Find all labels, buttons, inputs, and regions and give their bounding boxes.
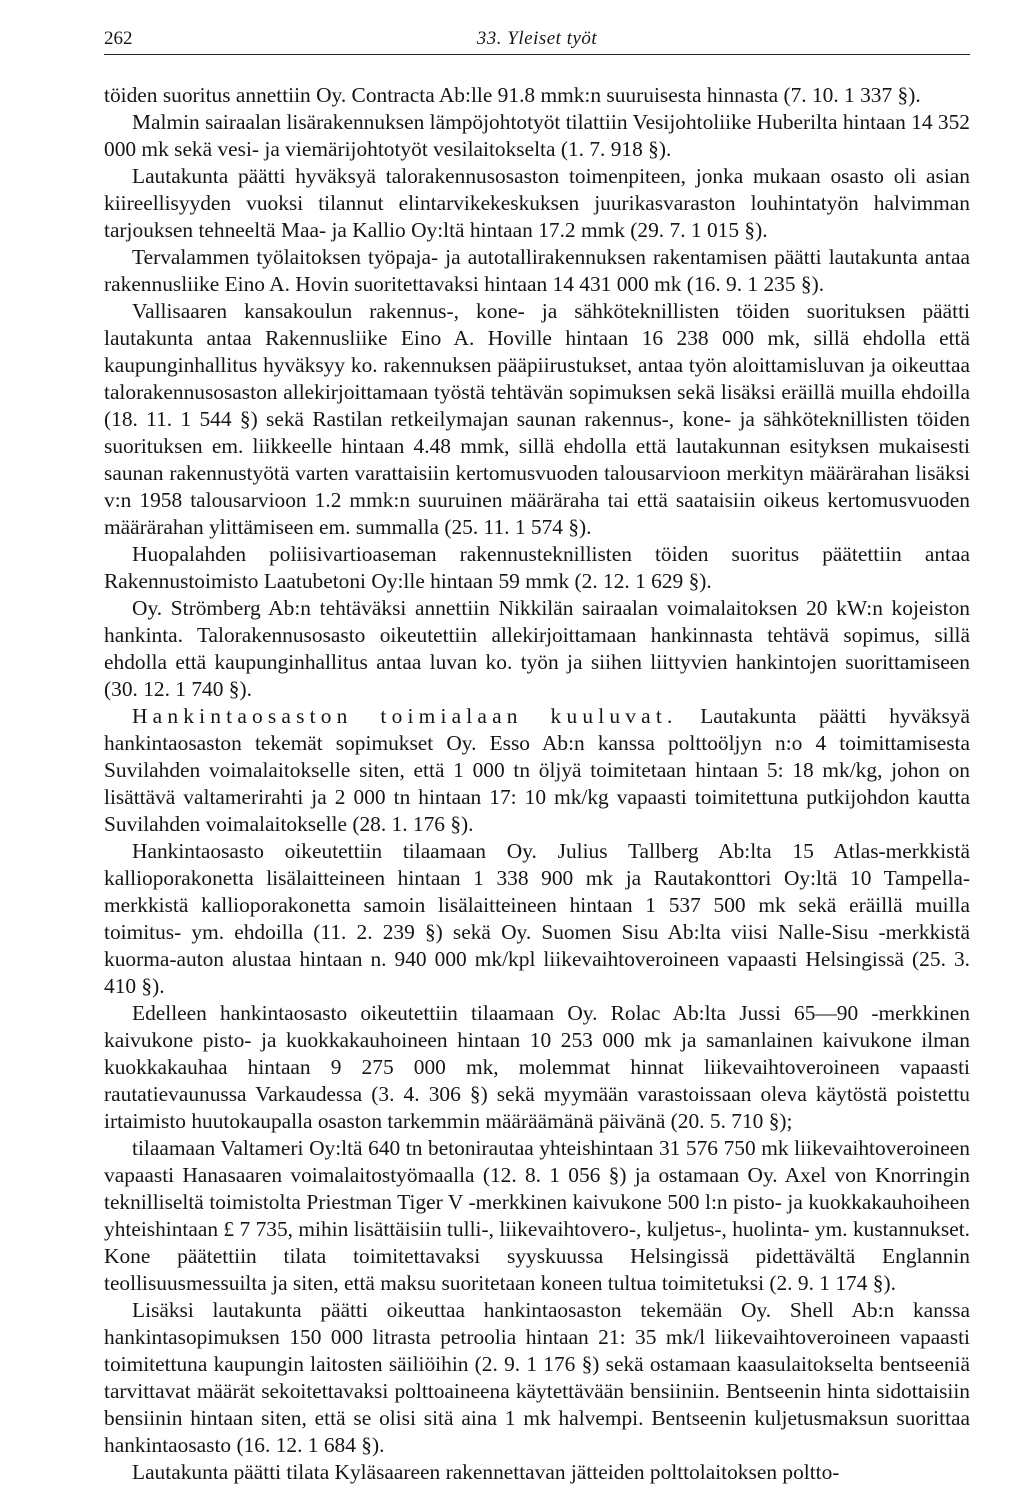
paragraph: Hankintaosaston toimialaan kuuluvat. Lautakunta päätti hyväksyä hankintaosaston tekemät sopimukset Oy. Esso Ab:n kanssa polttoöljyn n:o 4 toimittamisesta Suvilahden voimalaitokselle siten, että 1 000 tn öljyä toimitetaan hintaan 5: 18 mk/kg, johon on lisättävä valtamerirahti ja 2 000 tn hintaan 17: 10 mk/kg vapaasti toimitettuna putkijohdon kautta Suvilahden voimalaitokselle (28. 1. 176 §). [104,704,971,836]
paragraph: Lautakunta päätti hyväksyä talorakennusosaston toimenpiteen, jonka mukaan osasto oli asian kiireellisyyden vuoksi tilannut elintarvikekeskuksen juurikasvaraston louhintatyön halvimman tarjouksen tehneeltä Maa- ja Kallio Oy:ltä hintaan 17.2 mmk (29. 7. 1 015 §). [104,164,970,242]
paragraph: Lautakunta päätti tilata Kyläsaareen rakennettavan jätteiden polttolaitoksen poltto- [132,1460,840,1484]
page-header [104,14,970,55]
page-number: 262 [104,28,133,49]
paragraph: tilaamaan Valtameri Oy:ltä 640 tn betonirautaa yhteishintaan 31 576 750 mk liikevaihtoveroineen vapaasti Hanasaaren voimalaitostyömaalla (12. 8. 1 056 §) ja ostamaan Oy. Axel von Knorringin teknilliseltä toimistolta Priestman Tiger V -merkkinen kaivukone 500 l:n pisto- ja kuokkakauhoiheen yhteishintaan £ 7 735, mihin lisättäisiin tulli-, liikevaihtovero-, kuljetus-, huolinta- ym. kustannukset. Kone päätettiin tilata toimitettavaksi syyskuussa Helsingissä pidettävältä Englannin teollisuusmessuilta ja siten, että maksu suoritetaan koneen tultua toimitetuksi (2. 9. 1 174 §). [104,1136,970,1295]
paragraph: Lisäksi lautakunta päätti oikeuttaa hankintaosaston tekemään Oy. Shell Ab:n kanssa hankintasopimuksen 150 000 litrasta petroolia hintaan 21: 35 mk/l liikevaihtoveroineen vapaasti toimitettuna kaupungin laitosten säiliöihin (2. 9. 1 176 §) sekä ostamaan kaasulaitokselta bentseeniä tarvittavat määrät sekoitettavaksi polttoaineena käytettävään bensiiniin. Bentseenin hinta sidottaisiin bensiinin hintaan siten, että se olisi sitä aina 1 mk halvempi. Bentseenin kuljetusmaksun suorittaa hankintaosasto (16. 12. 1 684 §). [104,1298,970,1457]
paragraph: Hankintaosasto oikeutettiin tilaamaan Oy. Julius Tallberg Ab:lta 15 Atlas-merkkistä kallioporakonetta lisälaitteineen hintaan 1 338 900 mk ja Rautakonttori Oy:ltä 10 Tampella-merkkistä kallioporakonetta samoin lisälaitteineen hintaan 1 537 500 mk sekä eräillä muilla toimitus- ym. ehdoilla (11. 2. 239 §) sekä Oy. Suomen Sisu Ab:lta viisi Nalle-Sisu -merkkistä kuorma-auton alustaa hintaan n. 940 000 mk/kpl liikevaihtoveroineen vapaasti Helsingissä (25. 3. 410 §). [104,839,970,998]
body-text [104,82,970,1486]
paragraph: Edelleen hankintaosasto oikeutettiin tilaamaan Oy. Rolac Ab:lta Jussi 65—90 -merkkinen kaivukone pisto- ja kuokkakauhoineen hintaan 10 253 000 mk ja samanlainen kaivukone ilman kuokkakauhaa hintaan 9 275 000 mk, molemmat hinnat liikevaihtoveroineen vapaasti rautatievaunussa Varkaudessa (3. 4. 306 §) sekä myymään varastoissaan oleva käytöstä poistettu irtaimisto huutokaupalla osaston tarkemmin määräämänä päivänä (20. 5. 710 §); [104,1001,970,1133]
section-lead: Hankintaosaston toimialaan kuuluvat. [132,704,678,728]
paragraph: Huopalahden poliisivartioaseman rakennusteknillisten töiden suoritus päätettiin antaa Rakennustoimisto Laatubetoni Oy:lle hintaan 59 mmk (2. 12. 1 629 §). [104,542,970,593]
running-title: 33. Yleiset työt [476,28,598,49]
paragraph: töiden suoritus annettiin Oy. Contracta Ab:lle 91.8 mmk:n suuruisesta hinnasta (7. 10. 1 337 §). [104,83,921,107]
paragraph: Malmin sairaalan lisärakennuksen lämpöjohtotyöt tilattiin Vesijohtoliike Huberilta hintaan 14 352 000 mk sekä vesi- ja viemärijohtotyöt vesilaitokselta (1. 7. 918 §). [104,110,970,161]
paragraph: Tervalammen työlaitoksen työpaja- ja autotallirakennuksen rakentamisen päätti lautakunta antaa rakennusliike Eino A. Hovin suoritettavaksi hintaan 14 431 000 mk (16. 9. 1 235 §). [104,245,970,296]
paragraph: Vallisaaren kansakoulun rakennus-, kone- ja sähköteknillisten töiden suorituksen päätti lautakunta antaa Rakennusliike Eino A. Hoville hintaan 16 238 000 mk, sillä ehdolla että kaupunginhallitus hyväksyy ko. rakennuksen pääpiirustukset, antaa työn aloittamisluvan ja oikeuttaa talorakennusosaston allekirjoittamaan työstä tehtävän sopimuksen sekä lisäksi eräillä muilla ehdoilla (18. 11. 1 544 §) sekä Rastilan retkeilymajan saunan rakennus-, kone- ja sähköteknillisten töiden suorituksen em. liikkeelle hintaan 4.48 mmk, sillä ehdolla että lautakunnan esityksen mukaisesti saunan rakennustyötä varten varattaisiin kertomusvuoden talousarvioon merkityn määrärahan lisäksi v:n 1958 talousarvioon 1.2 mmk:n suuruinen määräraha tai että saataisiin oikeus kertomusvuoden määrärahan ylittämiseen em. summalla (25. 11. 1 574 §). [104,299,970,539]
paragraph: Oy. Strömberg Ab:n tehtäväksi annettiin Nikkilän sairaalan voimalaitoksen 20 kW:n kojeiston hankinta. Talorakennusosasto oikeutettiin allekirjoittamaan hankinnasta tehtävä sopimus, sillä ehdolla että kaupunginhallitus antaa luvan ko. työn ja siihen liittyvien hankintojen suorittamiseen (30. 12. 1 740 §). [104,596,970,701]
